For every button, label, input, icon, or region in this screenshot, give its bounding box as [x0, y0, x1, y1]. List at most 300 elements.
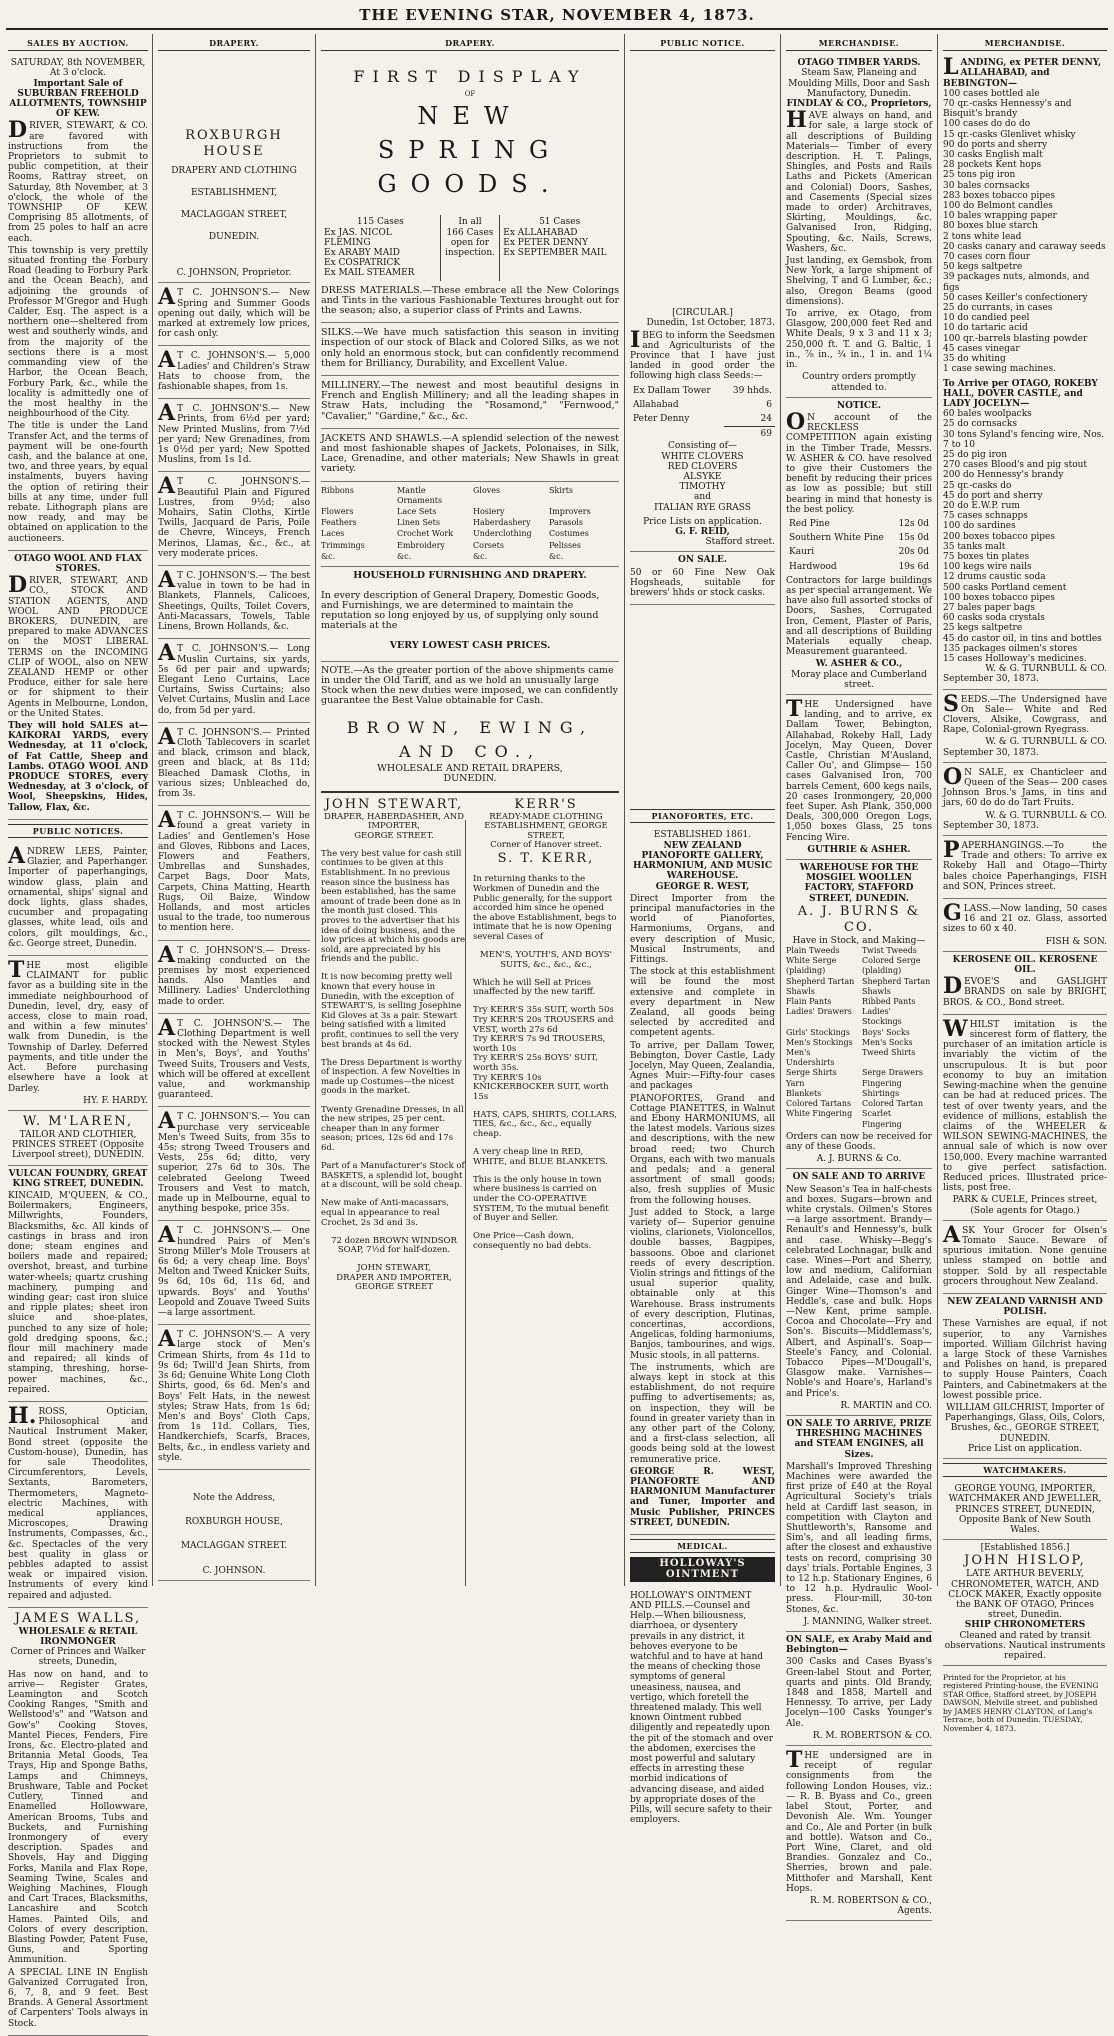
turnbull-date: September 30, 1873.: [943, 674, 1039, 685]
kerr-coop: This is the only house in town where business is carried on under the CO-OPERATIVE SYSTEM, To the mutual benefit of Buyer and Seller.: [473, 1174, 609, 1224]
johnson-ad: [158, 1221, 310, 1325]
sale-body-3: The title is under the Land Transfer Act, and the terms of payment will be one-fourth cash, and the balance at one, two, and three years, by equal instalments, buyers having the option of retiring their bills at any time, under full rebate. Lithograph plans are now ready, and may be obtained on application to the auctioneers.: [8, 421, 148, 544]
west-list: PIANOFORTES, Grand and Cottage PIANETTES, in Walnut and Ebony HARMONIUMS, all the latest models. Various sizes and descriptions, with the new broad reed; two Church Organs, each with two manuals and pedals; and a general assortment of small goods; also, fresh supplies of Music from the following houses.: [630, 1093, 775, 1206]
silks-text: SILKS.—We have much satisfaction this season in inviting inspection of our stock of Black and Colored Silks, as we not only hold an enormous stock, but can confidently recommend them for Brilliancy, Durability, and Excellent Value.: [321, 327, 619, 369]
cargo-item: 15 qr.-casks Glenlivet whisky: [943, 129, 1076, 140]
johnson-ad: [158, 472, 310, 566]
johnson-address: [158, 1470, 310, 1581]
denny-items: [943, 89, 1107, 375]
cargo-item: 60 casks soda crystals: [943, 613, 1045, 624]
findlay-body-3: To arrive, ex Otago, from Glasgow, 200,000 feet Red and White Deals, 9 x 3 and 11 x 3; 250,000 ft. T. and G. Baltic, 1 in., ⅞ in., ¾ in., 1 in. and 1¼ in.: [786, 309, 932, 371]
cargo-item: 35 do whiting: [943, 354, 1006, 365]
hislop-body: LATE ARTHUR BEVERLY, CHRONOMETER, WATCH, AND CLOCK MAKER, Exactly opposite the BANK OF OTAGO, Princes street, Dunedin.: [948, 1569, 1102, 1621]
glass-body: GLASS.—Now landing, 50 cases 16 and 21 oz. Glass, assorted sizes to 60 x 40.: [943, 900, 1107, 935]
seeds-body: SEEDS.—The Undersigned have On Sale— White and Red Clovers, Alsike, Cowgrass, and Rape, Colonial-grown Ryegrass.: [943, 690, 1107, 736]
john-stewart-anti: New make of Anti-macassars, equal in appearance to real Crochet, 2s 3d and 3s.: [321, 1198, 449, 1228]
household-text: In every description of General Drapery, Domestic Goods, and Furnishings, we are determined to maintain the reputation so long enjoyed by us, of supplying only sound materials at the: [321, 589, 600, 632]
column-rule: [780, 34, 781, 1586]
price-row: [786, 560, 932, 574]
cargo-item: 100 cases bottled ale: [943, 88, 1040, 99]
johnson-ad-text: AT C. JOHNSON'S.— A very large stock of Men's Crimean Shirts, from 4s 11d to 9s 6d; Twill'd Jean Shirts, from 3s 6d; Genuine White Long Cloth Shirts, good, 6s 6d. Men's and Boys' Felt Hats, in the newest styles; Straw Hats, from 1s 6d; Men's and Boys' Cloth Caps, from 1s 11d. Collars, Ties, Handkerchiefs, Scarfs, Braces, Belts, &c., in endless variety and style.: [158, 1326, 310, 1463]
paper-ad: [943, 836, 1107, 899]
john-stewart-sub: DRAPER, HABERDASHER, AND IMPORTER,: [323, 811, 465, 832]
price-item: Southern White Pine: [789, 533, 884, 544]
reid-name: G. F. REID,: [675, 527, 730, 538]
burns-item: Men's Socks: [862, 1037, 913, 1047]
column-public-notice: [626, 38, 779, 1826]
roxburgh-title: ROXBURGH HOUSE: [185, 128, 283, 160]
olsen-ad: [943, 1221, 1107, 1294]
price-item: Kauri: [789, 547, 815, 558]
price-value: 15s 0d: [898, 533, 929, 544]
cases-left: 115 Cases: [356, 217, 404, 228]
burns-item: Colored Tartans: [786, 1099, 852, 1109]
column-header: MERCHANDISE.: [786, 38, 932, 51]
cargo-item: 100 boxes tobacco pipes: [943, 592, 1055, 603]
johnson-ad-text: AT C. JOHNSON'S.— 5,000 Ladies' and Children's Straw Hats to choose from, the fashionable shapes, from 1s.: [158, 347, 310, 393]
seed-total-row: [630, 427, 775, 442]
walls-sub: WHOLESALE & RETAIL IRONMONGER: [18, 1626, 138, 1648]
john-stewart-sig-2: DRAPER AND IMPORTER,: [336, 1272, 452, 1283]
burns-item: Men's Undershirts: [786, 1048, 835, 1068]
seed-type: ITALIAN RYE GRASS: [654, 502, 751, 513]
john-stewart-baskets: Part of a Manufacturer's Stock of BASKETS, a splendid lot, bought at a discount, will be sold cheap.: [321, 1161, 465, 1191]
asher-address: Moray place and Cumberland street.: [791, 669, 927, 690]
kerr-cash: One Price—Cash down, consequently no bad debts.: [473, 1231, 592, 1251]
mlaren-ad: [8, 1111, 148, 1166]
seeds-date: September 30, 1873.: [943, 747, 1039, 758]
circular-date: Dunedin, 1st October, 1873.: [646, 318, 775, 329]
cargo-item: 1 case sewing machines.: [943, 364, 1056, 375]
john-stewart-body-2: It is now becoming pretty well known that every house in Dunedin, with the exception of STEWART'S, is selling Josephine Kid Gloves at 3s a pair. Stewart being satisfied with a limited profit, continues to sell the very best brands at 4s 6d.: [321, 972, 462, 1050]
guthrie-body: THE Undersigned have landing, and to arrive, ex Dallam Tower, Bebington, Allahabad, Rokeby Hall, Lady Jocelyn, May Queen, Dover Castle, Christian M'Ausland, Caller Ou', and Glimpse— 150 cases Galvanised Iron, 700 barrels Cement, 600 kegs nails, 20 cases Ironmongery, 20,000 feet Super. Ash Plank, 350,000 Deals, 300,000 Oregon Logs, 1,050 boxes Glass, 25 tons Fencing Wire.: [786, 695, 932, 843]
cargo-item: 20 casks canary and caraway seeds: [943, 241, 1106, 252]
johnson-ad: [158, 283, 310, 346]
johnson-ad-text: AT C. JOHNSON'S.— New Prints, from 6½d per yard; New Printed Muslins, from 7½d per yard; New Grenadines, from 1s 0½d per yard; New Spotted Muslins, from 1s 1d.: [158, 400, 310, 466]
findlay-body: HAVE always on hand, and for sale, a large stock of all descriptions of Building Materials— Timber of every description. H. T. Palings, Shingles, and Posts and Rails Laths and Pickets (American and Colonial) Doors, Sashes, and Casements (Special sizes made to order) Architraves, Skirting, Mouldings, &c. Galvanised Iron, Ridging, Spouting, &c. Nails, Screws, Washers, &c.: [786, 107, 932, 254]
column-drapery-johnson: [154, 38, 314, 1586]
column-header: DRAPERY.: [321, 38, 619, 51]
findlay-body-2: Just landing, ex Gemsbok, from New York, a large shipment of Shelving, T and G Lumber, &c.; also, Oregon Beams (good dimensions).: [786, 256, 932, 307]
roxburgh-proprietor: C. JOHNSON, Proprietor.: [176, 268, 292, 279]
imprint: Printed for the Proprietor, at his registered Printing-house, the EVENING STAR Office, Stafford street, by JOSEPH DAWSON, Melville street, and published by JAMES HENRY CLAYTON, of Lang's Terrace, both of Dunedin. TUESDAY, November 4, 1873.: [943, 1672, 1099, 1733]
jackets-text: JACKETS AND SHAWLS.—A splendid selection of the newest and most fashionable shapes of Jackets, Polonaises, in Silk, Lace, Grenadine, and other materials; New Shawls in great variety.: [321, 432, 619, 475]
cargo-item: 100 kegs wire nails: [943, 562, 1032, 573]
john-stewart-body: The very best value for cash still continues to be given at this Establishment. In no previous reason since the business has been established, has the same amount of trade been done as in the month just closed. This proves to the advertiser that his idea of doing business, and the low prices at which his goods are sold, are appreciated by his friends and the public.: [321, 848, 466, 965]
jams-ad: [943, 763, 1107, 836]
johnson-ad-text: AT C. JOHNSON'S.— One hundred Pairs of Men's Strong Miller's Mole Trousers at 6s 6d; a very cheap line. Boys' Melton and Tweed Knicker Suits, 9s 6d, 10s 6d, 11s 6d, and upwards. Boys' and Youths' Leopold and Zouave Tweed Suits—a large assortment.: [158, 1222, 310, 1319]
kerr-offer: Try KERR'S 35s SUIT, worth 50s: [473, 1005, 614, 1016]
established-1856: [Established 1856.]: [980, 1543, 1070, 1554]
item-label: Skirts: [549, 485, 574, 495]
cargo-item: 10 do candied peel: [943, 313, 1030, 324]
cargo-item: 10 do tartaric acid: [943, 323, 1028, 334]
item-label: Haberdashery: [473, 518, 531, 528]
ship-left-1: Ex JAS. NICOL FLEMING: [324, 227, 392, 248]
johnson-ad: [158, 399, 310, 472]
walls-body: Has now on hand, and to arrive— Register Grates, Leamington and Scotch Cooking Ranges, "Smith and Wellstood's" and "Watson and Gow's" Cooking Stoves, Mantel Pieces, Fenders, Fire Irons, &c. Electro-plated and Britannia Metal Goods, Tea Trays, Hip and Sponge Baths, Lamps and Chimneys, Brushware, Table and Pocket Cutlery, Tinned and Enamelled Hollowware, American Brooms, Tubs and Buckets, and Furnishing Ironmongery of every description. Spades and Shovels, Hay and Digging Forks, Manila and Flax Rope, Seaming Twine, Scales and Weighing Machines, Flough and Cart Traces, Blacksmiths, Lancashire and Scotch Hames. Painted Oils, and Colors of every description. Blasting Powder, Patent Fuse, Guns, and Sporting Ammunition.: [8, 1669, 148, 1966]
kerr-offer: Try KERR'S 7s 9d TROUSERS, worth 10s: [473, 1034, 606, 1054]
turnbull-sig: W. & G. TURNBULL & CO.: [985, 664, 1107, 675]
johnson-ad-text: AT C. JOHNSON'S.— New Spring and Summer Goods opening out daily, which will be marked at extremely low prices, for cash only.: [158, 284, 310, 340]
west-arrive: To arrive, per Dallam Tower, Bebington, Dover Castle, Lady Jocelyn, May Queen, Zealandia, Agnes Muir:—Fifty-four cases and packages: [630, 1040, 775, 1092]
prize-signature: J. MANNING, Walker street.: [803, 1616, 932, 1627]
burns-item: Flain Pants: [786, 997, 832, 1007]
column-drapery-brown-ewing: [317, 38, 623, 1586]
cargo-item: 100 qr.-barrels blasting powder: [943, 333, 1088, 344]
john-stewart-sig-3: GEORGE STREET: [354, 1282, 434, 1293]
guthrie-ad: [786, 695, 932, 860]
prize-body: Marshall's Improved Threshing Machines were awarded the first prize of £40 at the Royal Agricultural Society's trials held at Cardiff last season, in competition with Clayton and Shuttleworth's, Ransome and Sim's, and all leading firms, after the closest and exhaustive tests on record, comprising 30 days' trials. Portable Engines, 3 to 12 h.p. Stationary Engines, 6 to 12 h.p. Hydraulic Wool-press. Flour-mill, 30-ton Stones, &c.: [786, 1461, 932, 1615]
johnson-ad: [158, 566, 310, 639]
wheeler-sig: PARK & CUELE, Princes street, (Sole agents for Otago.): [952, 1195, 1098, 1216]
column-rule: [624, 34, 625, 1586]
cargo-item: 50 kegs saltpetre: [943, 262, 1023, 273]
johnson-ad-text: AT C. JOHNSON'S.— You can purchase very serviceable Men's Tweed Suits, from 35s to 45s; strong Tweed Trousers and Vests, 25s 6d; ditto, very superior, 27s 6d to 30s. The celebrated Geelong Tweed Trousers and Vest to match, made up in Melbourne, equal to anything bespoke, price 35s.: [158, 1108, 310, 1215]
cargo-item: 45 do port and sherry: [943, 490, 1043, 501]
varnish-ad: [943, 1294, 1107, 1459]
cargo-item: 100 cases do do do: [943, 119, 1031, 130]
kerr-body: In returning thanks to the Workmen of Dunedin and the Public generally, for the support accorded him since he opened the above Establishment, begs to intimate that he is now Opening several Cases of: [473, 874, 617, 942]
west-ad: [630, 827, 775, 1535]
kerr-body-2: Which he will Sell at Prices unaffected by the new tariff.: [473, 977, 596, 998]
ship-right-2: Ex PETER DENNY: [503, 237, 589, 248]
burns-sub: Have in Stock, and Making—: [792, 935, 926, 946]
note-address: Note the Address,: [192, 1492, 276, 1503]
john-stewart-street: GEORGE STREET.: [354, 830, 434, 841]
robertson-body: 300 Casks and Cases Byass's Green-label Stout and Porter, quarts and pints. Old Brandy, 1848 and 1858, Martell and Hennessy. To arrive, per Lady Jocelyn—100 Casks Younger's Ale.: [786, 1657, 932, 1729]
cargo-item: 30 tons Syland's fencing wire, Nos. 7 to 10: [943, 429, 1105, 450]
burns-item: Shepherd Tartan Shawls: [862, 976, 931, 996]
timber-sub: Steam Saw, Planeing and Moulding Mills, Door and Sash Manufactory, Dunedin.: [788, 68, 930, 99]
ship-left-2: Ex ARABY MAID: [324, 248, 401, 259]
robertson-heading: ON SALE, ex Araby Maid and Bebington—: [786, 1635, 932, 1656]
walls-address: Corner of Princes and Walker streets, Dunedin,: [10, 1647, 146, 1668]
price-item: Red Pine: [789, 518, 830, 529]
notice-heading: NOTICE.: [836, 400, 882, 411]
section-header: MEDICAL.: [630, 1539, 775, 1553]
price-row: [786, 517, 932, 531]
kerosene-heading: KEROSENE OIL. KEROSENE OIL.: [952, 954, 1098, 976]
mosgiel-ad: [786, 860, 932, 1169]
cargo-item: 270 cases Blood's and pig stout: [943, 460, 1088, 471]
johnson-ad-text: AT C. JOHNSON'S.— The best value in town to be had in Blankets, Flannels, Calicoes, Sheetings, Quilts, Toilet Covers, Anti-Macassars, Towels, Table Linens, Brown Hollands, &c.: [158, 567, 310, 633]
item-label: Underclothing: [473, 529, 532, 539]
kerr-offer: Try KERR'S 10s KNICKERBOCKER SUIT, worth 15s: [473, 1072, 609, 1102]
johnson-ad: [158, 806, 310, 940]
seeds-ad: [943, 690, 1107, 763]
millinery-text: MILLINERY.—The newest and most beautiful designs in French and English Millinery; and all the leading shapes in Straw Hats, including the "Rosamond," "Fernwood," "Cavalier," "Gardine," &c., &c.: [321, 380, 619, 422]
burns-item: Boys' Socks: [862, 1027, 910, 1037]
sale-title: Important Sale of SUBURBAN FREEHOLD ALLOTMENTS, TOWNSHIP OF KEW.: [9, 78, 147, 120]
burns-item: Scarlet Fingering: [862, 1109, 902, 1129]
kerr-offer: Try KERR'S 20s TROUSERS and VEST, worth 27s 6d: [473, 1015, 614, 1035]
john-stewart-ad: [321, 797, 467, 1294]
kerr-heading: KERR'S: [514, 796, 578, 812]
item-label: Pelisses: [549, 540, 581, 550]
walls-special: A SPECIAL LINE IN English Galvanized Corrugated Iron, 6, 7, 8, and 9 feet. Best Brands. A General Assortment of Carpenters' Tools always in Stock.: [8, 1967, 148, 2029]
ship-chronometers-body: Cleaned and rated by transit observations. Nautical instruments repaired.: [944, 1630, 1106, 1662]
young-ad: [943, 1481, 1107, 1540]
darley-ad: [8, 956, 148, 1111]
burns-heading: A. J. BURNS & CO.: [797, 903, 921, 935]
price-item: Hardwood: [789, 561, 837, 572]
cargo-item: 27 bales paper bags: [943, 602, 1036, 613]
seed-qty: 24: [760, 414, 772, 425]
cargo-item: 90 do ports and sherry: [943, 139, 1048, 150]
burns-item: Serge Drawers: [862, 1068, 923, 1078]
johnson-ad-text: AT C. JOHNSON'S.— The Clothing Department is well stocked with the Newest Styles in Men's, Boys', and Youths' Tweed Suits, Trousers and Vests, which will be offered at excellent value, and workmanship guaranteed.: [158, 1014, 310, 1101]
section-header: PIANOFORTES, ETC.: [630, 809, 775, 823]
hislop-ad: [943, 1540, 1107, 1666]
millinery: [321, 376, 619, 429]
ship-right-1: Ex ALLAHABAD: [503, 227, 578, 238]
ship-chronometers: SHIP CHRONOMETERS: [964, 1620, 1086, 1631]
johnson-ad: [158, 1107, 310, 1221]
in-all: In all: [458, 217, 482, 228]
circular: [CIRCULAR.]: [672, 308, 733, 319]
johnson-ad: [158, 346, 310, 399]
timber-ad: [786, 55, 932, 398]
robertson-ad: [786, 1632, 932, 1746]
mlaren-body: TAILOR AND CLOTHIER, PRINCES STREET (Opposite Liverpool street), DUNEDIN.: [11, 1129, 145, 1161]
open-for: open for: [450, 237, 490, 248]
varnish-heading: NEW ZEALAND VARNISH AND POLISH.: [947, 1296, 1103, 1318]
cargo-item: 30 bales cornsacks: [943, 180, 1030, 191]
hogsheads-ad: [630, 552, 775, 605]
burns-item: Tweed Shirts: [862, 1048, 916, 1058]
seeds-table: [630, 384, 775, 442]
item-label: Hosiery: [473, 507, 505, 517]
burns-item: White Fingering: [786, 1109, 853, 1119]
johnson-ad-text: AT C. JOHNSON'S.— Printed Cloth Tablecovers in scarlet and black, crimson and black, green and black, at 8s 11d; Bleached Damask Cloths, in various sizes; Unbleached do, from 3s.: [158, 723, 310, 799]
reid-intro: IBEG to inform the Seedsmen and Agriculturists of the Province that I have just landed in good order the following high class Seeds:—: [630, 326, 776, 382]
burns-item: Colored Serge (plaiding): [862, 956, 921, 976]
kerr-ad: [473, 797, 619, 1294]
timber-prices: [786, 517, 932, 574]
west-body: Direct Importer from the principal manufactories in the world of Pianofortes, Harmoniums, Organs, and every description of Music, Musical Instruments, and Fittings.: [630, 893, 775, 965]
burns-item: Shepherd Tartan Shawls: [786, 976, 855, 996]
item-label: Lace Sets: [397, 507, 437, 517]
burns-item: White Serge (plaiding): [786, 956, 837, 976]
price-row: [786, 531, 932, 545]
column-merchandise-2: [939, 38, 1111, 1733]
column-header: DRAPERY.: [158, 38, 310, 51]
column-rule: [937, 34, 938, 1586]
column-merchandise-1: [782, 38, 936, 1917]
martin-heading: ON SALE AND TO ARRIVE: [792, 1172, 926, 1183]
burns-item: Shirtings: [862, 1088, 900, 1098]
seed-type: WHITE CLOVERS: [661, 451, 744, 462]
cargo-item: 35 tanks malt: [943, 541, 1006, 552]
wool-ad: [8, 551, 148, 820]
seed-qty: 39 hhds.: [732, 385, 772, 396]
johnson-ad: [158, 723, 310, 806]
johnson-ad: [158, 941, 310, 1014]
shipments-table: [321, 215, 619, 280]
burns-item: Ribbed Pants: [862, 997, 916, 1007]
ship-right-3: Ex SEPTEMBER MAIL: [503, 248, 607, 259]
ship-left-4: Ex MAIL STEAMER: [324, 268, 415, 279]
asher-body-2: Contractors for large buildings as per special arrangement. We have also full assorted stocks of Doors, Sashes, Corrugated Iron, Cement, Plaster of Paris, and all descriptions of Building Materials equally cheap. Measurement guaranteed.: [786, 575, 932, 658]
item-label: Improvers: [549, 507, 591, 517]
cargo-item: 25 do cornsacks: [943, 419, 1018, 430]
ship-left-3: Ex COSPATRICK: [324, 258, 401, 269]
cargo-item: 200 do Hennessy's brandy: [943, 470, 1064, 481]
holloway-banner-wrap: [630, 1557, 775, 1581]
wool-sales: They will hold SALES at— KAIKORAI YARDS, every Wednesday, at 11 o'clock, of Fat Cattle, Sheep and Lambs. OTAGO WOOL AND PRODUCE STORES, every Wednesday, at 3 o'clock, of Wool, Sheepskins, Hides, Tallow, Flax, &c.: [8, 721, 148, 813]
seed-type: TIMOTHY: [679, 482, 726, 493]
sale-time: At 3 o'clock.: [50, 68, 106, 79]
lees-body: ANDREW LEES, Painter, Glazier, and Paperhanger. Importer of paperhangings, window glass, plain and ornamental, ships' signal and dock lights, glass shades, cucumber and propagating glasses, white lead, oils and colors, gilt mouldings, &c., &c. George street, Dunedin.: [8, 843, 148, 949]
kerr-offers: [473, 1006, 619, 1102]
jackets: [321, 429, 619, 482]
burns-item: Serge Shirts: [786, 1068, 837, 1078]
darley-signature: HY. F. HARDY.: [83, 1095, 148, 1106]
johnson-ads: [158, 283, 310, 1470]
column-header: PUBLIC NOTICE.: [630, 38, 775, 51]
dress-text: DRESS MATERIALS.—These embrace all the New Colorings and Tints in the various Fashionable Textures brought out for the season; also, a superior class of Prints and Lawns.: [321, 284, 619, 317]
hislop-name: JOHN HISLOP,: [964, 1553, 1086, 1569]
young-body: GEORGE YOUNG, IMPORTER, WATCHMAKER AND JEWELLER, PRINCES STREET, DUNEDIN, Opposite Bank of New South Wales.: [948, 1484, 1102, 1536]
burns-item: Twist Tweeds: [862, 946, 917, 956]
holloway-banner: HOLLOWAY'S OINTMENT: [630, 1557, 775, 1581]
cargo-item: 80 boxes blue starch: [943, 221, 1038, 232]
burns-item: Fingering: [862, 1078, 902, 1088]
martin-signature: R. MARTIN and CO.: [840, 1400, 932, 1411]
robertson-signature: R. M. ROBERTSON & CO.: [812, 1730, 932, 1741]
wool-body: DRIVER, STEWART, AND CO., STOCK AND STATION AGENTS, AND WOOL AND PRODUCE BROKERS, DUNEDIN, are prepared to make ADVANCES on the MOST LIBERAL TERMS on the INCOMING CLIP of WOOL, also on NEW ZEALAND HEMP or other Produce, either for sale here or for shipment to their Agents in Melbourne, London, or the United States.: [8, 572, 148, 719]
item-label: Mantle Ornaments: [397, 485, 443, 505]
kerr-corner: Corner of Hanover street.: [490, 840, 602, 851]
reid-address: Stafford street.: [705, 537, 775, 548]
item-label: Embroidery: [397, 540, 445, 550]
walls-ad: [8, 1608, 148, 2036]
address-line-2: MACLAGGAN STREET.: [180, 1541, 288, 1552]
burns-item: Men's Stockings: [786, 1037, 853, 1047]
gilchrist-price: Price List on application.: [967, 1443, 1083, 1454]
wheeler-body: WHILST imitation is the sincerest form of flattery, the purchaser of an imitation article is invariably the victim of the unscrupulous. It is but poor economy to buy an imitation Sewing-machine when the genuine can be had at reduced prices. The test of over twenty years, and the evidence of millions, establish the claims of the WHEELER & WILSON SEWING-MACHINES, the annual sale of which is now over 150,000. Every machine warranted to give perfect satisfaction. Reduced prices. Illustrated price-lists, post free.: [943, 1015, 1107, 1194]
johnson-ad: [158, 639, 310, 722]
seed-type: RED CLOVERS: [667, 461, 738, 472]
cargo-item: 25 do pig iron: [943, 449, 1008, 460]
masthead: THE EVENING STAR, NOVEMBER 4, 1873.: [359, 6, 755, 24]
devoe-body: DEVOE'S and GASLIGHT BRANDS on sale by BRIGHT, BROS. & CO., Bond street.: [943, 973, 1107, 1008]
prize-heading: ON SALE TO ARRIVE, PRIZE THRESHING MACHINES and STEAM ENGINES, all Sizes.: [786, 1418, 932, 1460]
item-label: &c.: [549, 551, 564, 561]
cargo-item: 70 cases corn flour: [943, 252, 1031, 263]
cargo-item: 2 tons white lead: [943, 231, 1022, 242]
burns-item: Girls' Stockings: [786, 1027, 850, 1037]
cargo-item: 25 do currants, in cases: [943, 303, 1053, 314]
kerr-offer: Try KERR'S 25s BOYS' SUIT, worth 35s.: [473, 1053, 598, 1073]
martin-body: New Season's Tea in half-chests and boxes. Sugars—brown and white crystals. Oilmen's Stores—a large assortment. Brandy—Renault's and Hennessy's, bulk and case. Whisky—Begg's celebrated Lochnagar, bulk and case. Wines—Port and Sherry, low and medium, Californian and Adelaide, case and bulk. Ginger Wine—Thomson's and Heddle's, case and bulk. Hops—New Kent, prime sample. Cocoa and Chocolate—Fry and Son's. Biscuits—Middlemass's, Albert, and Aspinall's. Soap—Steele's Fancy, and Colonial. Tobacco Pipes—M'Dougall's, Glasgow make. Varnishes—Noble's and Hoare's, Harland's and Price's.: [786, 1184, 932, 1399]
paper-body: PAPERHANGINGS.—To the Trade and others: To arrive ex Rokeby Hall and Otago—Thirty bales choice Paperhangings, FISH and SON, Princes street.: [943, 837, 1107, 892]
dress-materials: [321, 281, 619, 324]
ross-body: H.ROSS, Optician, Philosophical and Nautical Instrument Maker, Bond street (opposite the Custom-house), Dunedin, has for sale Theodolites, Circumferentors, Levels, Sextants, Barometers, Thermometers, Magneto-electric Machines, with medical appliances, Microscopes, Drawing Instruments, Compasses, &c., &c. Spectacles of the very best quality in glass or pebbles adapted to assist weak or impaired vision. Instruments of every kind repaired and adjusted.: [8, 1402, 148, 1601]
burns-item: Ladies' Stockings: [862, 1007, 902, 1027]
cargo-item: 45 cases vinegar: [943, 343, 1020, 354]
cargo-item: 20 do E.W.P. rum: [943, 500, 1020, 511]
prize-ad: [786, 1416, 932, 1632]
seeds-sig: W. & G. TURNBULL & CO.: [985, 737, 1107, 748]
column-header: SALES BY AUCTION.: [8, 38, 148, 51]
column-rule: [152, 34, 153, 1586]
inspection: inspection.: [444, 248, 495, 259]
seed-type: and: [694, 492, 711, 503]
cases-total: 166 Cases: [446, 227, 494, 238]
johnson-ad-text: AT C. JOHNSON'S.— Beautiful Plain and Figured Lustres, from 9½d; also Mohairs, Satin Cloths, Kirtle Twills, Jacquard de Paris, Poile de Chevre, Winceys, French Merinos, Llamas, &c., &c., at very moderate prices.: [158, 473, 310, 559]
west-signature: GEORGE R. WEST, PIANOFORTE AND HARMONIUM Manufacturer and Tuner, Importer and Music Publisher, PRINCES STREET, DUNEDIN.: [630, 1466, 775, 1528]
varnish-body: These Varnishes are equal, if not superior, to any Varnishes imported. William Gilchrist having a large Stock of these Varnishes and Polishes on hand, is prepared to supply House Painters, Coach Painters, and Cabinetmakers at the lowest possible price.: [943, 1319, 1107, 1401]
seed-row: [630, 398, 775, 412]
item-label: Flowers: [321, 507, 354, 517]
item-label: Ribbons: [321, 485, 354, 495]
price-value: 19s 6d: [898, 561, 929, 572]
cargo-item: 39 packages nuts, almonds, and figs: [943, 272, 1090, 293]
west-body-2: The stock at this establishment will be found the most extensive and complete in every department in New Zealand, all goods being selected by accredited and competent agents.: [630, 967, 775, 1039]
seed-qty: 6: [766, 399, 772, 410]
section-header: WATCHMAKERS.: [943, 1463, 1107, 1477]
lower-drapery-block: [321, 797, 619, 1294]
vulcan-body: KINCAID, M'QUEEN, & CO., Boilermakers, Engineers, Millwrights, Founders, Blacksmiths, &c. All kinds of castings in brass and iron done; steam engines and boilers made and repaired; overshot, breast, and turbine water-wheels; quartz crushing machinery, pumping and winding gear; cast iron sluice and ripple plates; sheet iron sluice and shoe-plates, punched to any size of hole; gold dredging spoons, &c.; flour mill machinery made and repaired; all kinds of stamping, threshing, horse-power machines, &c., repaired.: [8, 1190, 148, 1395]
martin-ad: [786, 1169, 932, 1416]
burns-items: [786, 946, 932, 1130]
holloway-body: HOLLOWAY'S OINTMENT AND PILLS.—Counsel and Help.—When biliousness, diarrhoea, or dysentery prevails in any district, it behoves everyone to be watchful and to have at hand the means of checking those symptoms of general uneasiness, nausea, and vertigo, which foretell the threatened malady. This well known Ointment rubbed diligently and repeatedly upon the pit of the stomach and over the abdomen, exercises the most powerful and salutary effects in arresting these morbid indications of advancing disease, and aided by appropriate doses of the Pills, will secure safety to their employers.: [630, 1590, 774, 1826]
wheeler-ad: [943, 1015, 1107, 1221]
cases-right: 51 Cases: [539, 217, 581, 228]
item-label: &c.: [321, 551, 336, 561]
established: ESTABLISHED 1861.: [653, 830, 752, 841]
guthrie-signature: GUTHRIE & ASHER.: [807, 844, 911, 855]
item-label: Costumes: [549, 529, 589, 539]
first-display: FIRST DISPLAY: [353, 67, 587, 87]
kerr-sub: READY-MADE CLOTHING ESTABLISHMENT, GEORGE STREET,: [484, 811, 608, 841]
johnson-ad: [158, 1014, 310, 1108]
john-stewart-title: JOHN STEWART,: [324, 796, 464, 812]
seed-type: ALSYKE: [683, 472, 722, 483]
asher-ad: [786, 398, 932, 695]
john-stewart-soap: 72 dozen BROWN WINDSOR SOAP, 7½d for half-dozen.: [331, 1235, 457, 1256]
reid-ad: [630, 55, 775, 552]
vulcan-heading: VULCAN FOUNDRY, GREAT KING STREET, DUNEDIN.: [8, 1168, 148, 1189]
burns-item: Colored Tartan: [862, 1099, 923, 1109]
cargo-item: 75 boxes tin plates: [943, 551, 1030, 562]
masthead-rule: [6, 28, 1108, 30]
column-rule: [315, 34, 316, 1586]
ross-ad: [8, 1402, 148, 1608]
glass-ad: [943, 899, 1107, 952]
glass-sig: FISH & SON.: [1045, 936, 1107, 947]
consign-body: THE undersigned are in receipt of regular consignments from the following London Houses, viz.:— R. B. Byass and Co., green label Stout, Porter, and Devonish Ale. Wm. Younger and Co., Ale and Porter (in bulk and bottle). Watson and Co., Port Wine, Claret, and old Brandies. Gonzalez and Co., Sherries, brown and pale. Mitthofer and Marshall, Kent Hops.: [786, 1747, 932, 1894]
asher-body: ON account of the RECKLESS COMPETITION again existing in the Timber Trade, Messrs. W. ASHER & CO. have resolved to give their Customers the benefit by reducing their prices as low as possible; but still bearing in mind that honesty is the best policy.: [786, 408, 932, 515]
cargo-item: 12 drums caustic soda: [943, 572, 1046, 583]
asher-signature: W. ASHER & CO.,: [815, 659, 903, 670]
roxburgh-sub: DRAPERY AND CLOTHING ESTABLISHMENT, MACLAGGAN STREET, DUNEDIN.: [171, 166, 297, 243]
brown-ewing: BROWN, EWING, AND CO.,: [346, 718, 594, 762]
darley-body: THE most eligible CLAIMANT for public favor as a building site in the immediate neighbourhood of Dunedin, level, dry, easy of access, close to main road, and within a few minutes' walk from Dunedin, is the Township of Darley. Deferred payments, and title under the Act. Before purchasing elsewhere have a look at Darley.: [8, 957, 148, 1094]
silks: [321, 323, 619, 376]
kerr-hats: HATS, CAPS, SHIRTS, COLLARS, TIES, &c., &c., &c., equally cheap.: [473, 1109, 617, 1140]
cargo-item: 25 qr.-casks do: [943, 480, 1012, 491]
olsen-body: ASK Your Grocer for Olsen's Tomato Sauce. Beware of spurious imitation. None genuine unless stamped on bottle and stopper. Sold by all respectable grocers throughout New Zealand.: [943, 1221, 1107, 1287]
kerosene-ad: [943, 952, 1107, 1015]
west-name: GEORGE R. WEST,: [655, 881, 750, 892]
rokeby-heading: To Arrive per OTAGO, ROKEBY HALL, DOVER CASTLE, and LADY JOCELYN—: [943, 378, 1098, 409]
walls-name: JAMES WALLS,: [14, 1610, 142, 1626]
cargo-item: 200 boxes tobacco pipes: [943, 531, 1055, 542]
cargo-item: 50 cases Keiller's confectionery: [943, 292, 1088, 303]
